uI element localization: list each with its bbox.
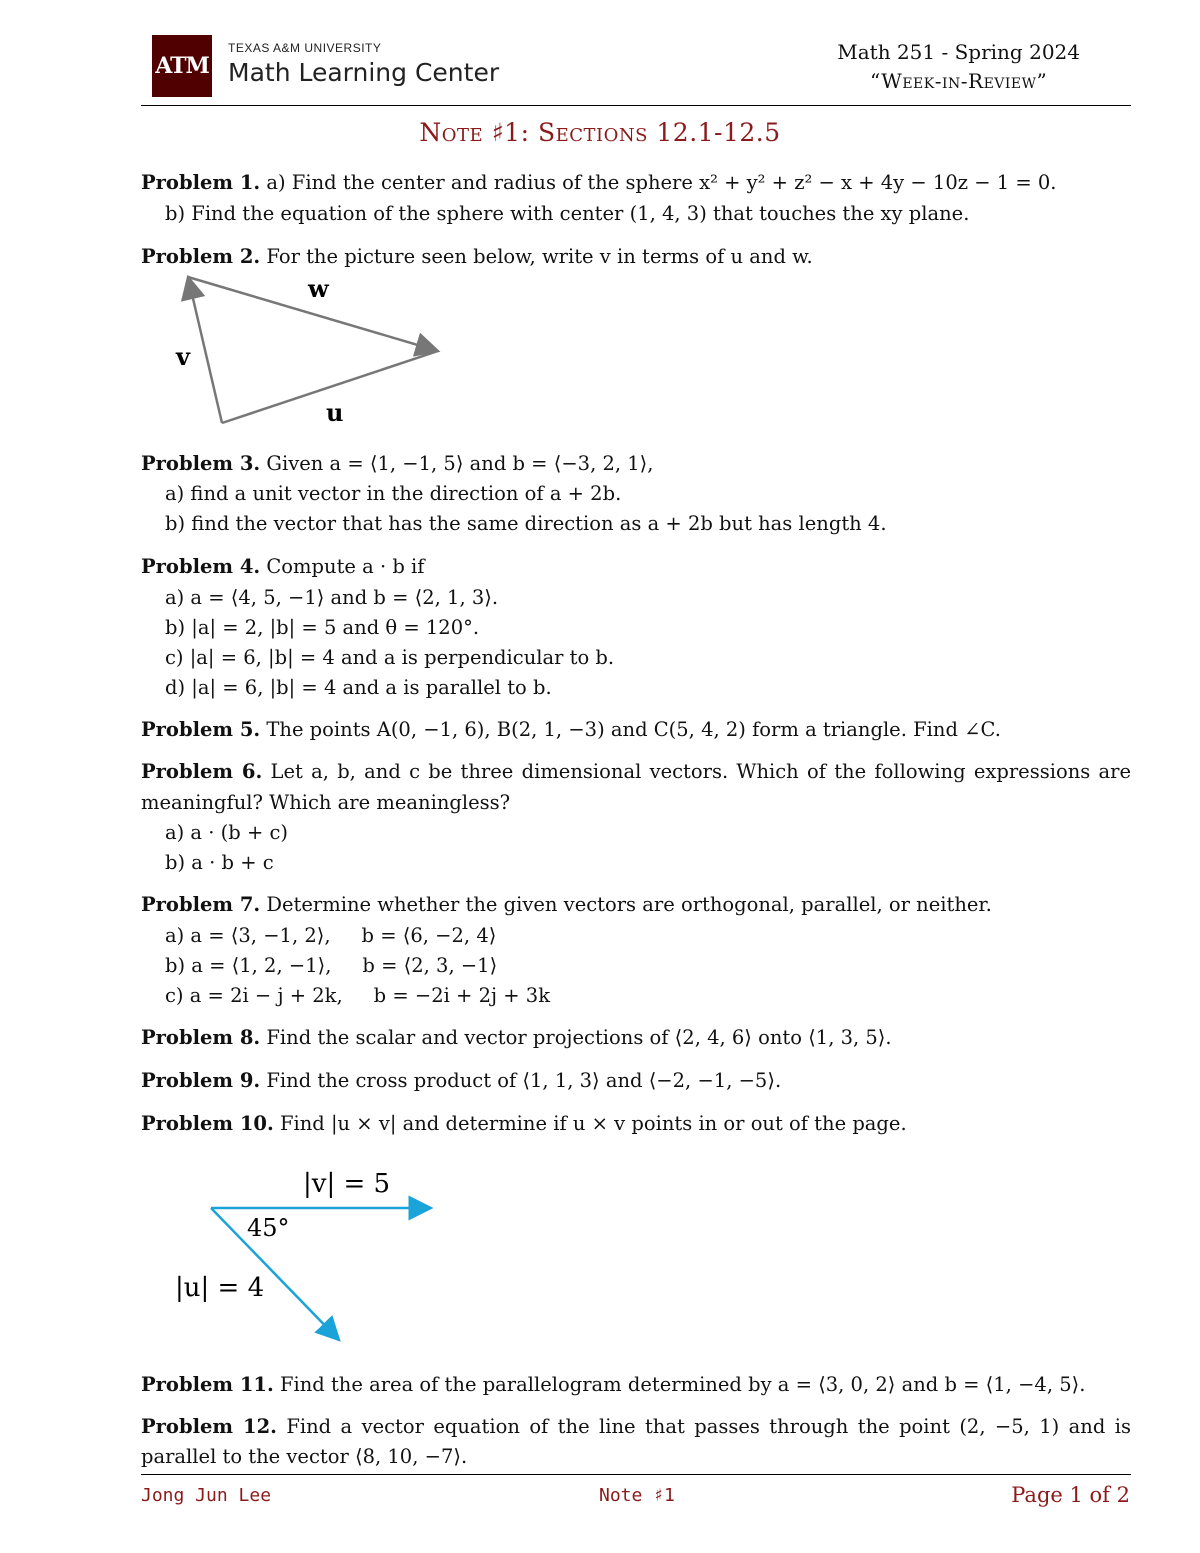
series-name: “Week-in-Review” [869,69,1048,93]
problem-3b: b) find the vector that has the same direction as a + 2b but has length 4. [165,512,887,535]
problem-4b: b) |a| = 2, |b| = 5 and θ = 120°. [165,616,480,639]
university-name: TEXAS A&M UNIVERSITY [228,41,382,55]
problem-11: Problem 11. Find the area of the parallelogram determined by a = ⟨3, 0, 2⟩ and b = ⟨1, −4, 5⟩. [141,1373,1086,1396]
problem-7c: c) a = 2i − j + 2k, b = −2i + 2j + 3k [165,984,551,1007]
footer-note: Note ♯1 [599,1485,675,1506]
problem-5: Problem 5. The points A(0, −1, 6), B(2, 1, −3) and C(5, 4, 2) form a triangle. Find ∠C. [141,718,1001,741]
problem-7b: b) a = ⟨1, 2, −1⟩, b = ⟨2, 3, −1⟩ [165,954,498,977]
problem-4d: d) |a| = 6, |b| = 4 and a is parallel to b. [165,676,552,699]
label-u: u [326,398,344,427]
label-v: v [176,342,190,371]
cross-product-figure [165,1160,455,1350]
problem-7a: a) a = ⟨3, −1, 2⟩, b = ⟨6, −2, 4⟩ [165,924,497,947]
problem-6-cont: meaningful? Which are meaningless? [141,791,511,814]
problem-6a: a) a · (b + c) [165,821,289,844]
course-name: Math 251 - Spring 2024 [837,40,1080,64]
center-name: Math Learning Center [228,58,500,87]
problem-10: Problem 10. Find |u × v| and determine if u × v points in or out of the page. [141,1112,907,1135]
problem-8: Problem 8. Find the scalar and vector projections of ⟨2, 4, 6⟩ onto ⟨1, 3, 5⟩. [141,1026,892,1049]
page-title: Note ♯1: Sections 12.1-12.5 [419,118,781,147]
footer-page: Page 1 of 2 [1011,1483,1130,1507]
problem-3: Problem 3. Given a = ⟨1, −1, 5⟩ and b = ⟨−3, 2, 1⟩, [141,452,654,475]
problem-12: Problem 12. Find a vector equation of the line that passes through the point (2, −5, 1) and is [141,1415,1131,1438]
problem-6b: b) a · b + c [165,851,274,874]
problem-2: Problem 2. For the picture seen below, write v in terms of u and w. [141,245,813,268]
problem-6: Problem 6. Let a, b, and c be three dimensional vectors. Which of the following expressions are [141,760,1132,783]
problem-4a: a) a = ⟨4, 5, −1⟩ and b = ⟨2, 1, 3⟩. [165,586,499,609]
problem-1b: b) Find the equation of the sphere with center (1, 4, 3) that touches the xy plane. [165,202,970,225]
vector-v-line [188,277,222,423]
course-header [837,38,1080,96]
problem-4: Problem 4. Compute a · b if [141,555,425,578]
problem-7: Problem 7. Determine whether the given vectors are orthogonal, parallel, or neither. [141,893,992,916]
label-v-magnitude: |v| = 5 [303,1169,391,1199]
footer-author: Jong Jun Lee [141,1485,272,1506]
problem-4c: c) |a| = 6, |b| = 4 and a is perpendicular to b. [165,646,615,669]
tamu-logo: ATM [152,35,212,97]
label-u-magnitude: |u| = 4 [175,1273,265,1303]
label-w: w [308,274,329,303]
problem-9: Problem 9. Find the cross product of ⟨1, 1, 3⟩ and ⟨−2, −1, −5⟩. [141,1069,782,1092]
problem-12-cont: parallel to the vector ⟨8, 10, −7⟩. [141,1445,468,1468]
footer-rule [141,1474,1131,1475]
label-angle: 45° [247,1214,290,1242]
problem-3a: a) find a unit vector in the direction of a + 2b. [165,482,622,505]
vector-triangle-figure [150,265,470,445]
problem-1: Problem 1. a) Find the center and radius of the sphere x² + y² + z² − x + 4y − 10z − 1 = 0. [141,171,1057,194]
header-rule [141,105,1131,106]
